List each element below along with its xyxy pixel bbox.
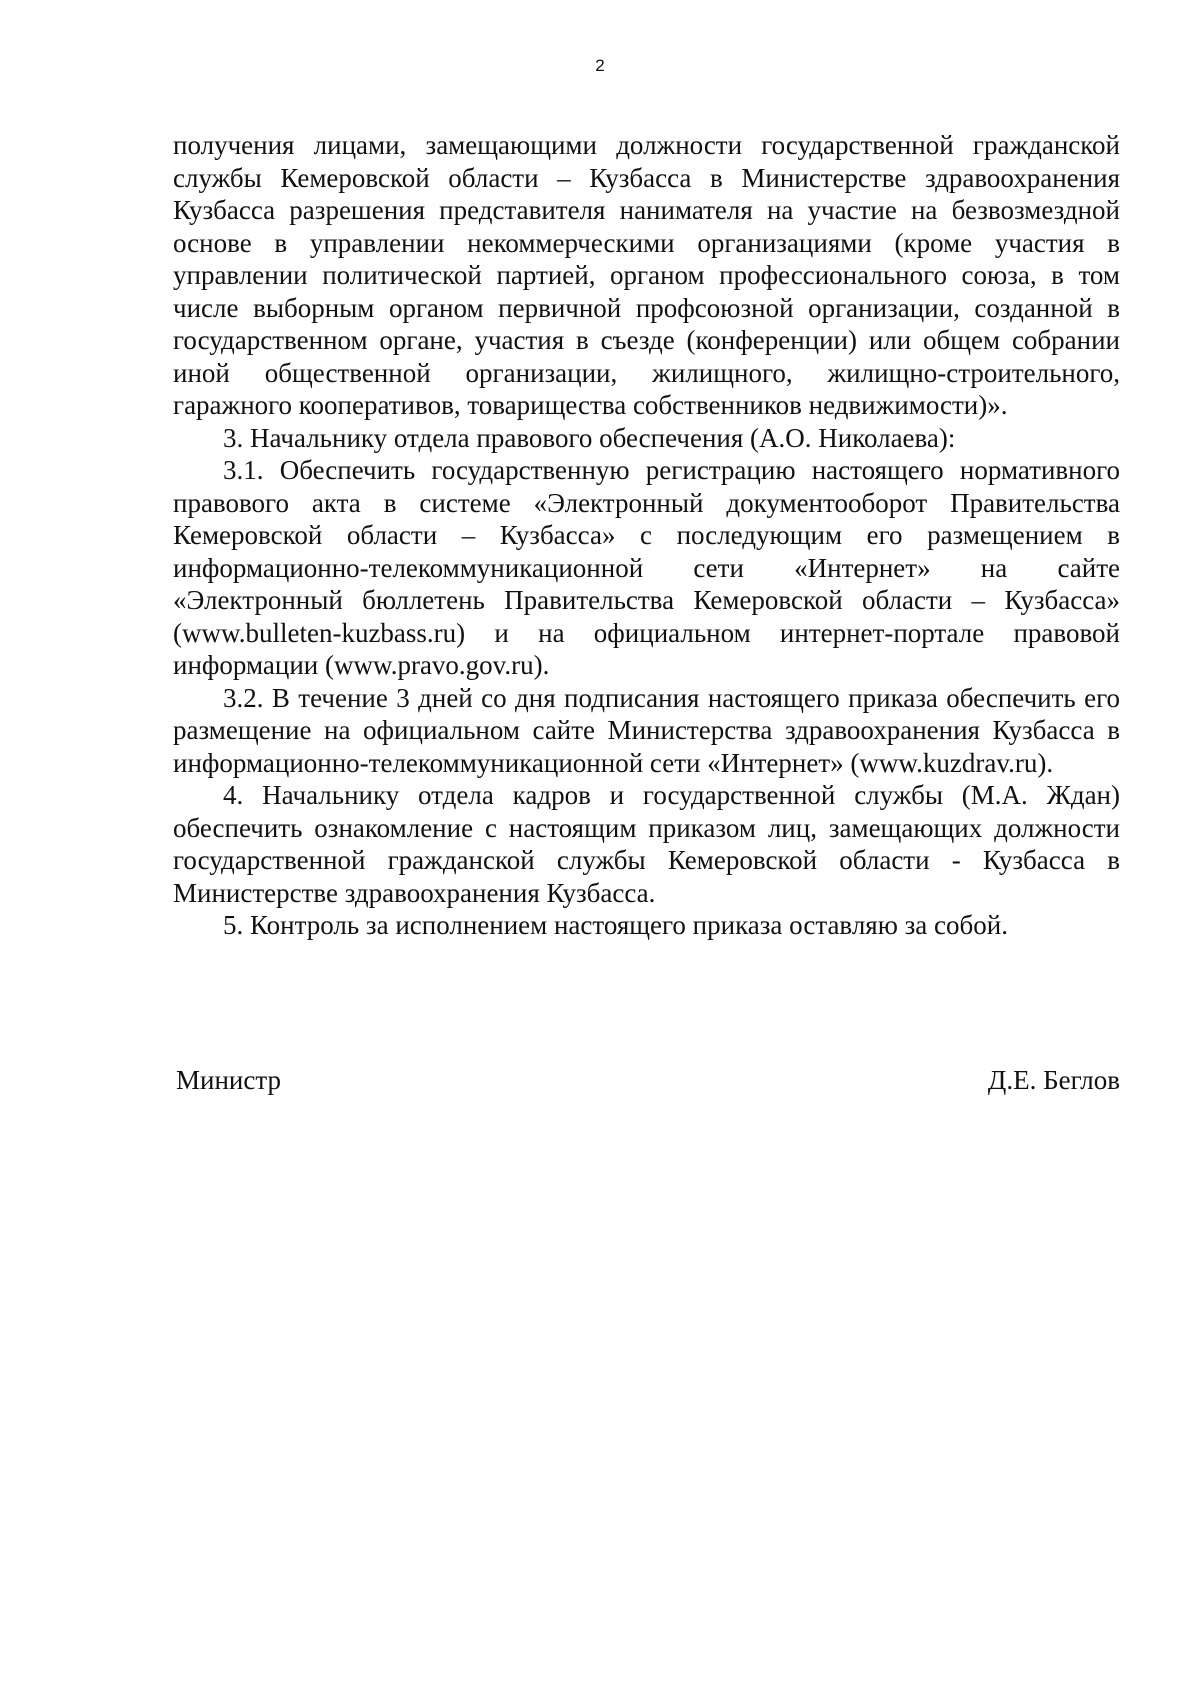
signatory-name: Д.Е. Беглов [987, 1065, 1120, 1095]
paragraph-item-4: 4. Начальнику отдела кадров и государственной службы (М.А. Ждан) обеспечить ознакомление с настоящим приказом лиц, замещающих должности государственной гражданской службы Кемеровской области - Кузбасса в Министерстве здравоохранения Кузбасса. [173, 780, 1120, 908]
document-body [173, 129, 1120, 942]
paragraph-item-5: 5. Контроль за исполнением настоящего приказа оставляю за собой. [223, 910, 1008, 940]
paragraph-item-3-2: 3.2. В течение 3 дней со дня подписания настоящего приказа обеспечить его размещение на официальном сайте Министерства здравоохранения Кузбасса в информационно-телекоммуникационной сети «Интернет» (www.kuzdrav.ru). [173, 682, 1120, 778]
signatory-title: Министр [176, 1065, 281, 1095]
paragraph-continuation: получения лицами, замещающими должности государственной гражданской службы Кемеровской области – Кузбасса в Министерстве здравоохранения Кузбасса разрешения представителя нанимателя на участие на безвозмездной основе в управлении некоммерческими организациями (кроме участия в управлении политической партией, органом профессионального союза, в том числе выборным органом первичной профсоюзной организации, созданной в государственном органе, участия в съезде (конференции) или общем собрании иной общественной организации, жилищного, жилищно-строительного, гаражного кооперативов, товарищества собственников недвижимости)». [173, 130, 1120, 420]
paragraph-item-3: 3. Начальнику отдела правового обеспечения (А.О. Николаева): [223, 422, 956, 453]
page-number: 2 [595, 56, 605, 75]
paragraph-item-3-1: 3.1. Обеспечить государственную регистрацию настоящего нормативного правового акта в системе «Электронный документооборот Правительства Кемеровской области – Кузбасса» с последующим его размещением в информационно-телекоммуникационной сети «Интернет» на сайте «Электронный бюллетень Правительства Кемеровской области – Кузбасса» (www.bulleten-kuzbass.ru) и на официальном интернет-портале правовой информации (www.pravo.gov.ru). [173, 455, 1120, 680]
signature-block [176, 1064, 1120, 1096]
